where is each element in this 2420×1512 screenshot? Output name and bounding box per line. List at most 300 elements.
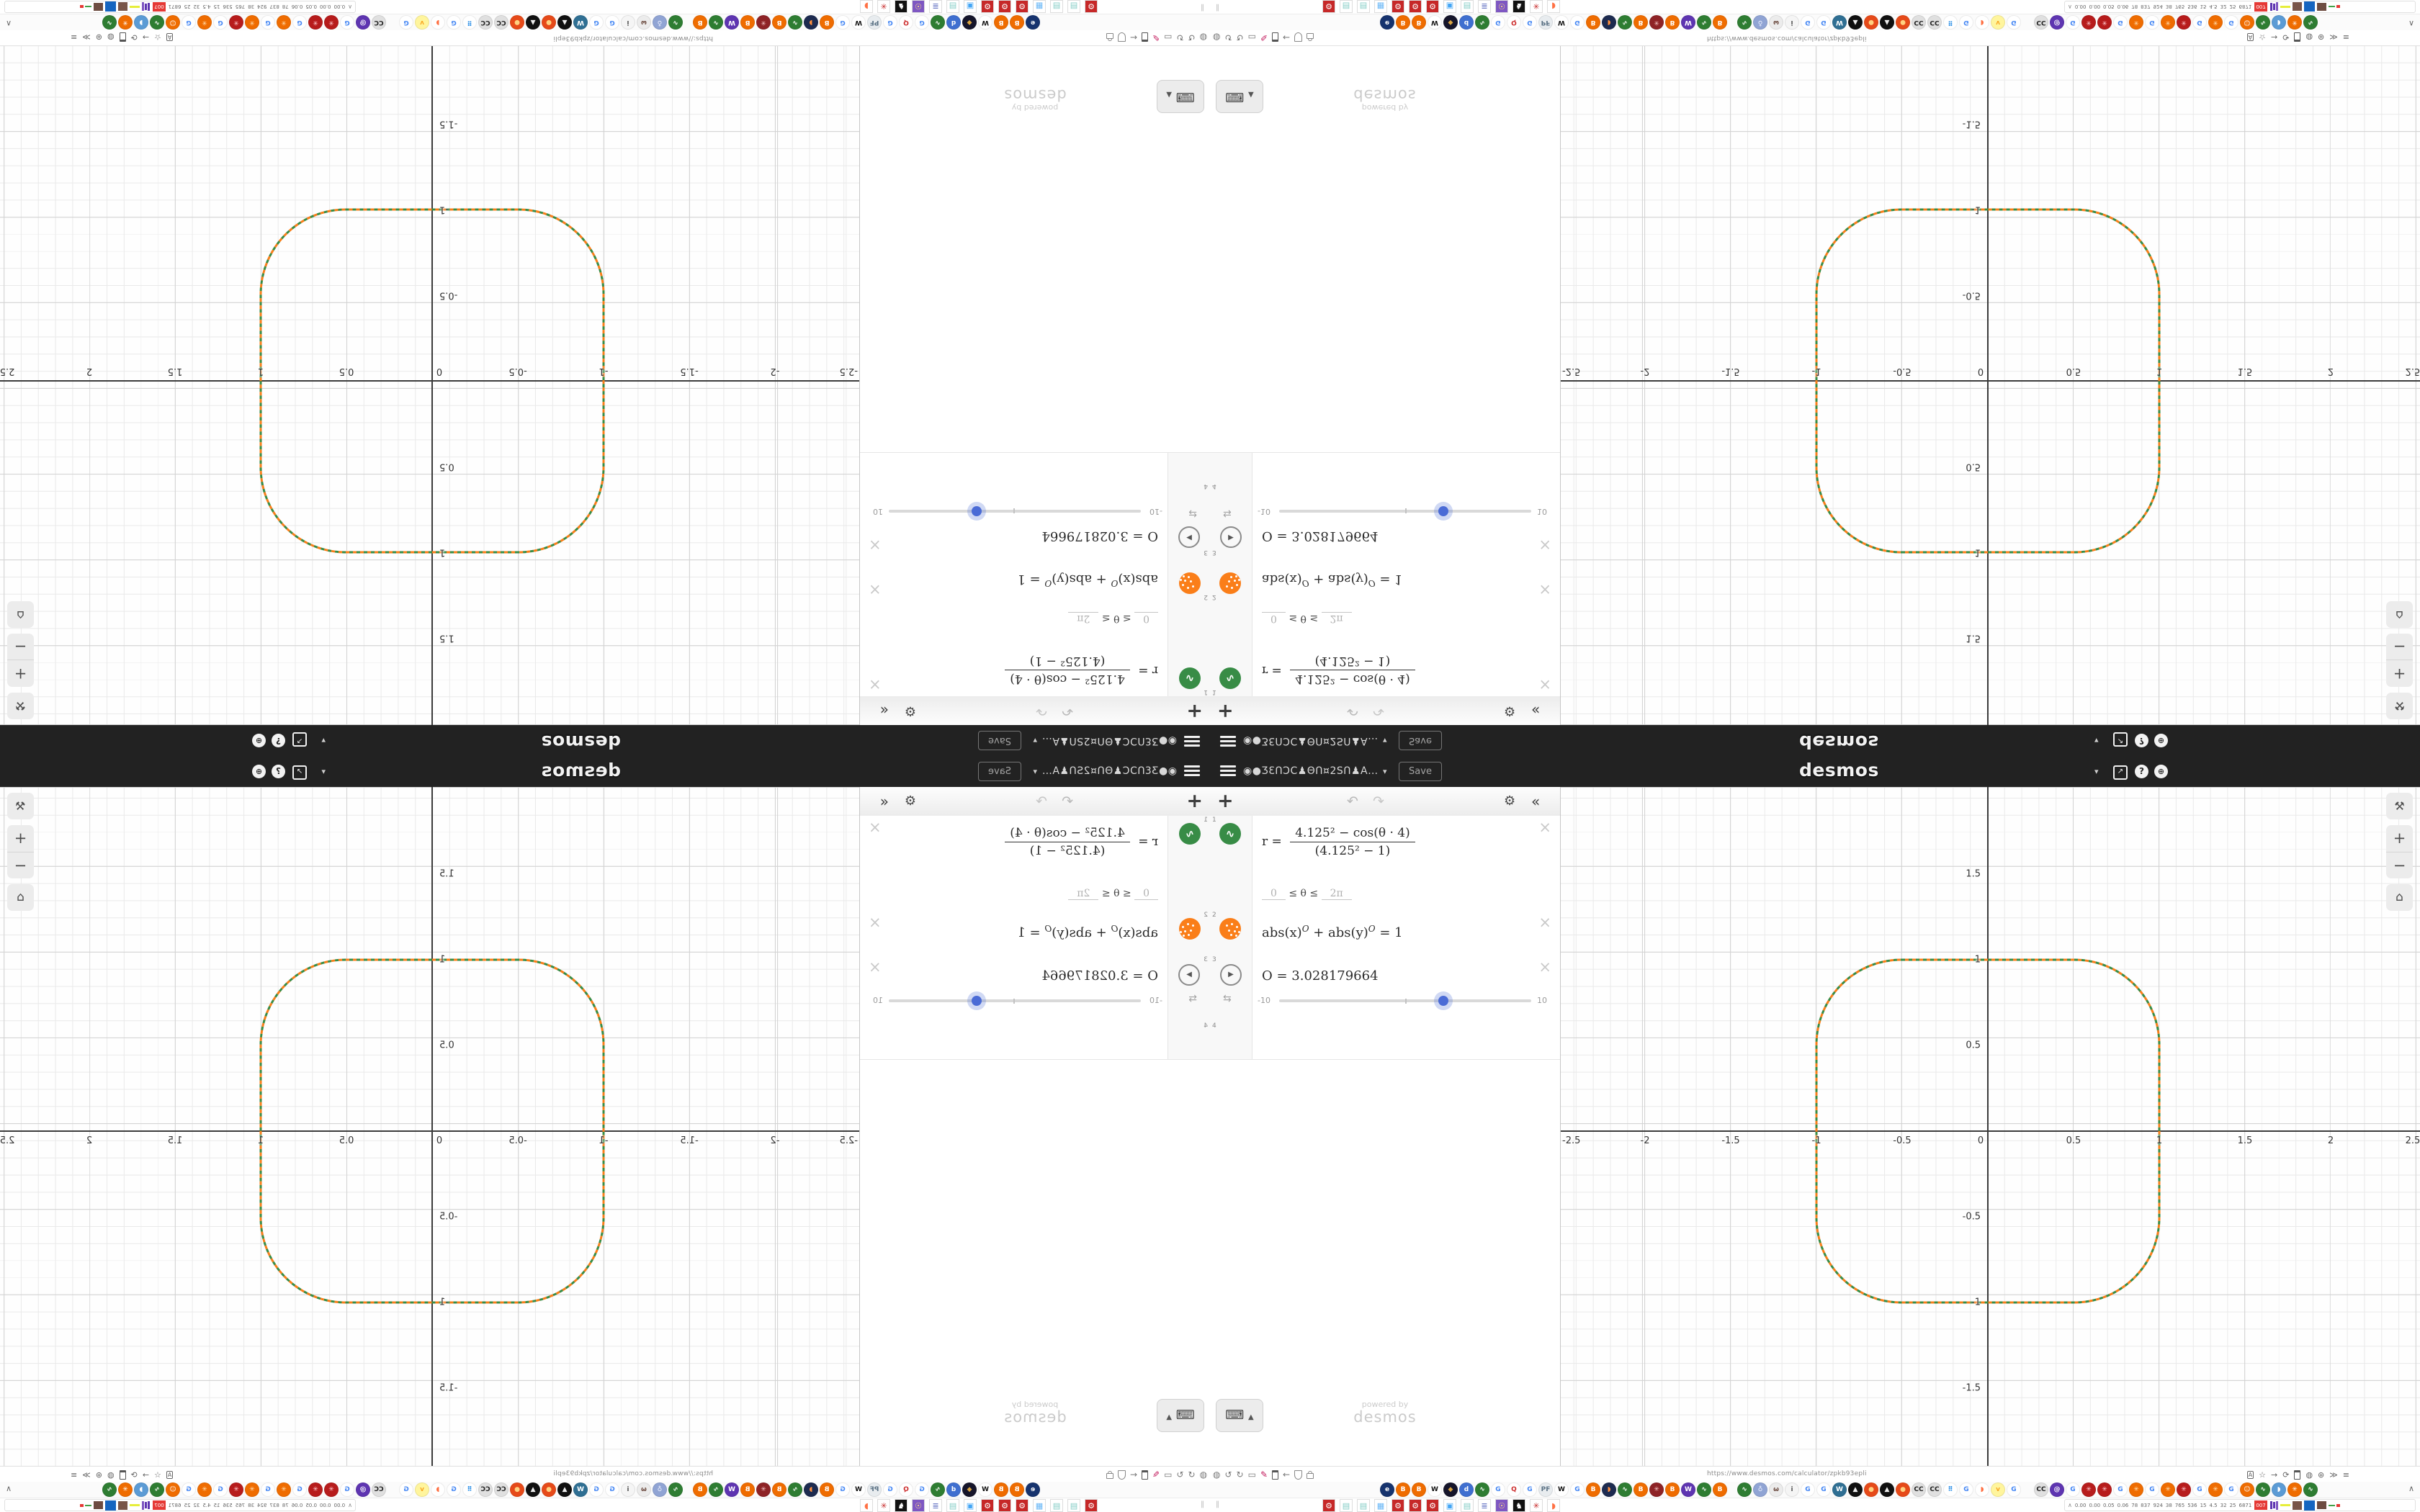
forward-icon[interactable]: ↻: [1236, 1470, 1244, 1480]
tab-favicon[interactable]: CC: [494, 1482, 508, 1497]
domain-restriction[interactable]: 0 ≤ θ ≤ 2π: [1262, 613, 1352, 624]
tab-favicon[interactable]: G: [915, 1482, 929, 1497]
tab-favicon[interactable]: W: [573, 1482, 588, 1497]
graph-canvas[interactable]: [1561, 46, 2420, 725]
close-icon[interactable]: ×: [869, 819, 882, 836]
pen-icon[interactable]: ✎: [1152, 32, 1160, 42]
graph-settings-wrench-icon[interactable]: ⚒: [2386, 793, 2413, 819]
arrow-icon[interactable]: →: [142, 1470, 149, 1480]
tab-favicon[interactable]: ●: [510, 1482, 524, 1497]
tab-scroll-caret-icon[interactable]: ∧: [2408, 1484, 2414, 1493]
overflow-icon[interactable]: ≫: [82, 1470, 91, 1480]
tab-favicon[interactable]: W: [1832, 15, 1847, 30]
tab-favicon[interactable]: G: [292, 1482, 307, 1497]
tab-favicon[interactable]: ✳: [324, 1482, 339, 1497]
tab-favicon[interactable]: ∿: [668, 15, 683, 30]
tab-favicon[interactable]: B: [1412, 15, 1426, 30]
domain-max-input[interactable]: 2π: [1322, 612, 1352, 624]
bookmark-icon[interactable]: ☉: [912, 0, 925, 13]
expression-row-3[interactable]: [1210, 490, 1560, 557]
tab-favicon[interactable]: ◗: [431, 1482, 445, 1497]
title-caret-icon[interactable]: ▾: [1383, 767, 1387, 776]
tab-favicon[interactable]: [684, 1482, 691, 1497]
tab-favicon[interactable]: G: [340, 1482, 354, 1497]
bookmark-icon[interactable]: ⚙: [1426, 1499, 1439, 1512]
zoom-out-button[interactable]: −: [14, 638, 27, 655]
bookmark-icon[interactable]: ▦: [1374, 0, 1387, 13]
tab-favicon[interactable]: G: [1801, 15, 1815, 30]
implicit-curve-path[interactable]: [261, 960, 604, 1302]
url-bar[interactable]: https://www.desmos.com/calculator/zpkb93epli: [1707, 35, 1867, 42]
tab-favicon[interactable]: ▲: [557, 1482, 572, 1497]
tab-favicon[interactable]: ∿: [1737, 15, 1752, 30]
bookmark-icon[interactable]: ▦: [1033, 0, 1046, 13]
tab-favicon[interactable]: B: [772, 15, 786, 30]
close-icon[interactable]: ×: [869, 536, 882, 554]
tab-favicon[interactable]: G: [835, 15, 850, 30]
tab-favicon[interactable]: ◗: [1602, 1482, 1616, 1497]
tab-favicon[interactable]: ●: [1864, 1482, 1878, 1497]
forward-icon[interactable]: ↻: [1236, 32, 1244, 42]
tab-favicon[interactable]: ●: [1896, 15, 1910, 30]
bookmark-icon[interactable]: ≣: [929, 1499, 942, 1512]
tab-favicon[interactable]: G: [835, 1482, 850, 1497]
domain-min-input[interactable]: 0: [1134, 888, 1158, 900]
bookmark-icon[interactable]: ⚙: [1426, 0, 1439, 13]
translate-icon[interactable]: A: [2248, 34, 2253, 41]
tab-favicon[interactable]: B: [1665, 1482, 1680, 1497]
bookmark-icon[interactable]: ▤: [1050, 0, 1063, 13]
tab-favicon[interactable]: ♁: [1753, 1482, 1767, 1497]
tab-scroll-caret-icon[interactable]: ∧: [2408, 19, 2414, 28]
slider-track[interactable]: [889, 999, 1141, 1002]
shield-icon[interactable]: [1118, 1470, 1126, 1480]
tab-scroll-caret-icon[interactable]: ∧: [6, 19, 12, 28]
tab-favicon[interactable]: ✳: [245, 15, 259, 30]
tab-favicon[interactable]: G: [2224, 15, 2238, 30]
undo-icon[interactable]: ↶: [1062, 793, 1073, 809]
graph-settings-wrench-icon[interactable]: ⚒: [7, 693, 34, 719]
collapse-panel-icon[interactable]: «: [1531, 702, 1541, 719]
implicit-curve-path[interactable]: [1816, 210, 2159, 552]
tab-favicon[interactable]: W: [1554, 1482, 1569, 1497]
thumb-icon[interactable]: ⊛: [2318, 32, 2325, 42]
bookmark-icon[interactable]: ✳: [877, 0, 890, 13]
translate-icon[interactable]: A: [167, 34, 172, 41]
tab-favicon[interactable]: B: [1010, 15, 1024, 30]
tab-favicon[interactable]: ✳: [2287, 1482, 2302, 1497]
tab-favicon[interactable]: ⠿: [462, 1482, 477, 1497]
equation-polar[interactable]: r = 4.125² − cos(θ · 4) (4.125² − 1): [1005, 654, 1158, 686]
bookmark-icon[interactable]: ▤: [946, 1499, 959, 1512]
tab-favicon[interactable]: CC: [494, 15, 508, 30]
tab-favicon[interactable]: ∿: [1618, 1482, 1632, 1497]
trash-icon[interactable]: [2294, 1470, 2300, 1480]
tab-favicon[interactable]: ∿: [2256, 15, 2270, 30]
close-icon[interactable]: ×: [1538, 958, 1551, 976]
thumb-icon[interactable]: ⊛: [95, 32, 102, 42]
tab-favicon[interactable]: CC: [372, 15, 386, 30]
bookmark-icon[interactable]: ⚙: [1322, 0, 1335, 13]
polar-curve-color-icon[interactable]: ∿: [1179, 823, 1201, 845]
tab-favicon[interactable]: ▲: [1880, 1482, 1894, 1497]
row2-gutter[interactable]: [1210, 557, 1252, 601]
tab-favicon[interactable]: G: [1523, 1482, 1537, 1497]
edit-list-gear-icon[interactable]: ⚙: [1504, 793, 1516, 809]
equation-superellipse[interactable]: $abs(x)^O + abs(y)^O = 1$: [1262, 572, 1403, 588]
tab-favicon[interactable]: ∿: [709, 1482, 723, 1497]
tab-favicon[interactable]: ∿: [668, 1482, 683, 1497]
graph-title[interactable]: ◉●ƷƐՈƆC♟ΘՈ¤2SՈ♟A…: [1041, 765, 1177, 777]
tab-favicon[interactable]: ◗: [1975, 15, 1989, 30]
expression-row-4-empty[interactable]: [860, 452, 1210, 490]
pen-icon[interactable]: ✎: [1260, 1470, 1268, 1480]
bookmark-icon[interactable]: ✳: [1530, 0, 1543, 13]
tab-favicon[interactable]: ●: [542, 1482, 556, 1497]
forward-icon[interactable]: ↻: [1176, 1470, 1184, 1480]
tab-favicon[interactable]: ◗: [1975, 1482, 1989, 1497]
tab-favicon[interactable]: ✳: [277, 1482, 291, 1497]
bookmark-star-icon[interactable]: ☆: [2259, 1470, 2266, 1480]
account-caret-icon[interactable]: ▾: [2094, 736, 2099, 745]
tab-favicon[interactable]: [387, 1482, 398, 1497]
slider-loop-icon[interactable]: ⇆: [1223, 508, 1232, 519]
zoom-out-button[interactable]: −: [2393, 857, 2406, 874]
bookmark-icon[interactable]: ▣: [1443, 1499, 1456, 1512]
collapse-panel-icon[interactable]: «: [879, 702, 889, 719]
bookmark-star-icon[interactable]: ☆: [2259, 32, 2266, 42]
tab-favicon[interactable]: G: [605, 15, 619, 30]
help-icon[interactable]: ?: [272, 734, 285, 747]
tab-favicon[interactable]: ✳: [2081, 1482, 2096, 1497]
tab-favicon[interactable]: W: [851, 15, 866, 30]
tab-favicon[interactable]: ✳: [229, 15, 243, 30]
slider-min-label[interactable]: -10: [1258, 507, 1270, 516]
tab-favicon[interactable]: G: [2007, 1482, 2021, 1497]
bookmark-icon[interactable]: ☉: [1495, 1499, 1508, 1512]
close-icon[interactable]: ×: [869, 581, 882, 598]
undo-icon[interactable]: ↶: [1062, 703, 1073, 719]
tab-favicon[interactable]: ◆: [1443, 1482, 1458, 1497]
account-caret-icon[interactable]: ▾: [321, 736, 326, 745]
bookmark-icon[interactable]: ☉: [912, 1499, 925, 1512]
keyboard-toggle-button[interactable]: ⌨ ▲: [1216, 80, 1263, 113]
tab-favicon[interactable]: ◗: [804, 15, 818, 30]
polar-curve-path[interactable]: [261, 210, 604, 552]
tab-favicon[interactable]: CC: [1927, 1482, 1942, 1497]
tab-favicon[interactable]: ✳: [245, 1482, 259, 1497]
tab-favicon[interactable]: W: [1681, 1482, 1695, 1497]
tab-favicon[interactable]: @: [2050, 15, 2064, 30]
thumb-icon[interactable]: ⊛: [95, 1470, 102, 1480]
tab-favicon[interactable]: ✳: [2097, 15, 2112, 30]
tab-favicon[interactable]: ✳: [308, 15, 323, 30]
tab-favicon[interactable]: G: [182, 1482, 196, 1497]
bookmark-icon[interactable]: ⚙: [1392, 1499, 1404, 1512]
tab-favicon[interactable]: ∿: [788, 1482, 802, 1497]
help-icon[interactable]: ?: [272, 765, 285, 778]
tab-favicon[interactable]: ✳: [2097, 1482, 2112, 1497]
tab-favicon[interactable]: ✳: [197, 1482, 212, 1497]
bookmark-icon[interactable]: ▦: [1033, 1499, 1046, 1512]
back-icon[interactable]: ↺: [1224, 1470, 1232, 1480]
slider-equation[interactable]: O = 3.028179664: [1041, 968, 1158, 984]
extensions-globe-icon[interactable]: ◍: [2305, 1470, 2313, 1480]
redo-icon[interactable]: ↷: [1373, 703, 1384, 719]
tab-favicon[interactable]: B: [1713, 15, 1727, 30]
tab-favicon[interactable]: i: [621, 15, 635, 30]
equation-polar[interactable]: r = $\frac{\text{4.125² − cos(θ · 4)}}{\text{(4.125² − 1)}}$: [1005, 826, 1158, 858]
slider-equation[interactable]: O = 3.028179664: [1262, 968, 1379, 984]
url-bar[interactable]: https://www.desmos.com/calculator/zpkb93epli: [553, 35, 713, 42]
tab-favicon[interactable]: ▲: [1848, 15, 1863, 30]
trash-icon[interactable]: [2294, 33, 2300, 42]
tab-favicon[interactable]: CC: [1912, 1482, 1926, 1497]
zoom-in-button[interactable]: +: [7, 825, 34, 852]
tab-favicon[interactable]: G: [182, 15, 196, 30]
folder-icon[interactable]: ▭: [1247, 32, 1256, 42]
redo-icon[interactable]: ↷: [1036, 703, 1047, 719]
graph-canvas[interactable]: [0, 787, 859, 1466]
tab-favicon[interactable]: W: [851, 1482, 866, 1497]
tab-favicon[interactable]: G: [2066, 1482, 2080, 1497]
tab-favicon[interactable]: W: [725, 1482, 739, 1497]
domain-min-input[interactable]: 0: [1134, 612, 1158, 624]
tab-favicon[interactable]: i: [1785, 15, 1799, 30]
domain-min-input[interactable]: 0: [1262, 612, 1286, 624]
expression-row-3[interactable]: [860, 490, 1210, 557]
trash-icon[interactable]: [1272, 1470, 1278, 1480]
bookmark-icon[interactable]: ⚙: [1085, 1499, 1098, 1512]
tab-favicon[interactable]: G: [1816, 15, 1831, 30]
trash-icon[interactable]: [120, 33, 126, 42]
graph-title[interactable]: ◉●ƷƐՈƆC♟ΘՈ¤2SՈ♟A…: [1243, 765, 1379, 777]
thumb-icon[interactable]: ⊛: [2318, 1470, 2325, 1480]
slider-min-label[interactable]: -10: [1150, 996, 1162, 1005]
tab-favicon[interactable]: CC: [1912, 15, 1926, 30]
zoom-in-button[interactable]: +: [2386, 825, 2413, 852]
globe-icon[interactable]: ◍: [1213, 32, 1221, 42]
tab-favicon[interactable]: ✳: [2129, 1482, 2143, 1497]
tab-favicon[interactable]: @: [356, 1482, 370, 1497]
polar-curve-color-icon[interactable]: ∿: [1219, 823, 1241, 845]
menu-icon[interactable]: [1184, 735, 1200, 747]
tab-favicon[interactable]: G: [261, 15, 275, 30]
row3-gutter[interactable]: [1168, 490, 1210, 557]
graph-settings-wrench-icon[interactable]: ⚒: [2386, 693, 2413, 719]
tab-favicon[interactable]: G: [589, 15, 604, 30]
bookmark-icon[interactable]: ⚙: [998, 1499, 1011, 1512]
tab-favicon[interactable]: G: [1959, 1482, 1973, 1497]
pen-icon[interactable]: ✎: [1260, 32, 1268, 42]
undo-icon[interactable]: ↶: [1347, 703, 1358, 719]
default-zoom-home-button[interactable]: ⌂: [7, 884, 34, 911]
tab-favicon[interactable]: i: [1785, 1482, 1799, 1497]
tab-favicon[interactable]: ▲: [526, 1482, 540, 1497]
arrow-icon[interactable]: →: [2271, 1470, 2278, 1480]
tab-favicon[interactable]: G: [292, 15, 307, 30]
tab-favicon[interactable]: G: [2145, 1482, 2159, 1497]
tab-favicon[interactable]: G: [1816, 1482, 1831, 1497]
tab-favicon[interactable]: d: [1459, 1482, 1474, 1497]
tab-favicon[interactable]: G: [447, 1482, 461, 1497]
bookmark-icon[interactable]: ◗: [860, 0, 873, 13]
save-button[interactable]: Save: [978, 731, 1021, 750]
reload-icon[interactable]: ⟳: [130, 32, 138, 42]
expression-row-2[interactable]: [1210, 556, 1560, 601]
close-icon[interactable]: ×: [1538, 536, 1551, 554]
edit-list-gear-icon[interactable]: ⚙: [904, 703, 916, 719]
tab-favicon[interactable]: v: [415, 15, 429, 30]
equation-superellipse[interactable]: $abs(x)^O + abs(y)^O = 1$: [1017, 572, 1158, 588]
tab-favicon[interactable]: W: [978, 15, 992, 30]
tab-favicon[interactable]: ω: [1769, 15, 1783, 30]
slider-max-label[interactable]: 10: [1537, 507, 1547, 516]
language-globe-icon[interactable]: ⊕: [2154, 734, 2168, 747]
bookmark-icon[interactable]: ⚙: [1409, 1499, 1422, 1512]
bookmark-icon[interactable]: ⚙: [1016, 0, 1028, 13]
translate-icon[interactable]: A: [2248, 1471, 2253, 1478]
tab-favicon[interactable]: G: [2192, 1482, 2207, 1497]
reload-icon[interactable]: ⟳: [2282, 1470, 2290, 1480]
tab-favicon[interactable]: ♁: [1753, 15, 1767, 30]
menu-icon[interactable]: [1184, 765, 1200, 777]
tab-favicon[interactable]: Q: [899, 15, 913, 30]
tab-favicon[interactable]: ✳: [308, 1482, 323, 1497]
slider-loop-icon[interactable]: ⇆: [1223, 993, 1232, 1004]
tab-favicon[interactable]: e: [1380, 15, 1394, 30]
close-icon[interactable]: ×: [869, 676, 882, 693]
bookmark-icon[interactable]: ▤: [1340, 0, 1353, 13]
zoom-out-button[interactable]: −: [14, 857, 27, 874]
bookmark-icon[interactable]: ♞: [1512, 1499, 1525, 1512]
title-caret-icon[interactable]: ▾: [1033, 767, 1037, 776]
tab-favicon[interactable]: ∿: [1475, 1482, 1489, 1497]
tab-favicon[interactable]: v: [1991, 1482, 2005, 1497]
tab-favicon[interactable]: ✳: [2177, 1482, 2191, 1497]
tab-favicon[interactable]: [684, 15, 691, 30]
tab-favicon[interactable]: ●: [1864, 15, 1878, 30]
tab-favicon[interactable]: G: [2113, 15, 2128, 30]
save-button[interactable]: Save: [978, 762, 1021, 781]
expression-row-4-empty[interactable]: [860, 1022, 1210, 1060]
domain-restriction[interactable]: 0 ≤ θ ≤ 2π: [1068, 613, 1158, 624]
trash-icon[interactable]: [1142, 1470, 1148, 1480]
domain-max-input[interactable]: 2π: [1068, 888, 1098, 900]
tab-favicon[interactable]: Q: [1507, 1482, 1521, 1497]
tab-favicon[interactable]: ✳: [197, 15, 212, 30]
tab-favicon[interactable]: W: [978, 1482, 992, 1497]
back-icon[interactable]: ↺: [1188, 32, 1196, 42]
edit-list-gear-icon[interactable]: ⚙: [904, 793, 916, 809]
tab-favicon[interactable]: ✳: [1649, 1482, 1664, 1497]
tab-favicon[interactable]: ✳: [2287, 15, 2302, 30]
title-caret-icon[interactable]: ▾: [1033, 736, 1037, 745]
bookmark-icon[interactable]: ⚙: [1322, 1499, 1335, 1512]
tab-favicon[interactable]: B: [994, 1482, 1008, 1497]
polar-curve-path[interactable]: [261, 960, 604, 1302]
tab-favicon[interactable]: ω: [637, 1482, 651, 1497]
bookmark-icon[interactable]: ☉: [1495, 0, 1508, 13]
tab-favicon[interactable]: ◗: [2272, 15, 2286, 30]
tab-favicon[interactable]: ●: [510, 15, 524, 30]
save-button[interactable]: Save: [1399, 731, 1442, 750]
tab-favicon[interactable]: ◗: [134, 15, 148, 30]
bookmark-icon[interactable]: ▣: [964, 1499, 977, 1512]
tab-favicon[interactable]: [1729, 15, 1736, 30]
back-icon[interactable]: ↺: [1224, 32, 1232, 42]
browser-menu-icon[interactable]: ≡: [71, 32, 78, 42]
keyboard-toggle-button[interactable]: ⌨ ▲: [1157, 1399, 1204, 1432]
row2-gutter[interactable]: [1168, 557, 1210, 601]
tab-favicon[interactable]: ◗: [804, 1482, 818, 1497]
extensions-globe-icon[interactable]: ◍: [107, 1470, 115, 1480]
folder-icon[interactable]: ▭: [1247, 1470, 1256, 1480]
share-icon[interactable]: ↗: [2113, 732, 2128, 747]
tab-favicon[interactable]: ✳: [229, 1482, 243, 1497]
undo-icon[interactable]: ↶: [1347, 793, 1358, 809]
tab-favicon[interactable]: G: [1491, 1482, 1505, 1497]
tab-favicon[interactable]: ∿: [102, 15, 117, 30]
implicit-curve-path[interactable]: [261, 210, 604, 552]
shield-icon[interactable]: [1294, 33, 1302, 42]
bookmark-icon[interactable]: ⚙: [1409, 0, 1422, 13]
arrow-icon[interactable]: →: [142, 32, 149, 42]
tab-favicon[interactable]: Q: [1507, 15, 1521, 30]
play-slider-icon[interactable]: ▶: [1220, 964, 1242, 986]
tab-favicon[interactable]: i: [621, 1482, 635, 1497]
tab-favicon[interactable]: ∿: [2256, 1482, 2270, 1497]
bookmark-icon[interactable]: ▤: [1357, 1499, 1370, 1512]
tab-scroll-caret-icon[interactable]: ∧: [6, 1484, 12, 1493]
tab-favicon[interactable]: ⠿: [1943, 15, 1958, 30]
shield-icon[interactable]: [1118, 33, 1126, 42]
bookmark-icon[interactable]: ◗: [1547, 1499, 1560, 1512]
default-zoom-home-button[interactable]: ⌂: [2386, 884, 2413, 911]
tab-favicon[interactable]: W: [1554, 15, 1569, 30]
tab-favicon[interactable]: B: [693, 1482, 707, 1497]
expression-row-1[interactable]: [1210, 600, 1560, 696]
tab-favicon[interactable]: ∿: [2303, 15, 2318, 30]
graph-title[interactable]: ◉●ƷƐՈƆC♟ΘՈ¤2SՈ♟A…: [1041, 735, 1177, 747]
tab-favicon[interactable]: e: [1026, 15, 1040, 30]
tab-favicon[interactable]: G: [1570, 15, 1585, 30]
row1-gutter[interactable]: [1168, 816, 1210, 911]
tab-favicon[interactable]: ✳: [2208, 1482, 2223, 1497]
implicit-curve-color-icon[interactable]: [1219, 572, 1241, 594]
slider-min-label[interactable]: -10: [1150, 507, 1162, 516]
browser-menu-icon[interactable]: ≡: [71, 1470, 78, 1480]
bookmark-star-icon[interactable]: ☆: [154, 32, 161, 42]
close-icon[interactable]: ×: [1538, 676, 1551, 693]
zoom-in-button[interactable]: +: [2386, 660, 2413, 687]
reload-icon[interactable]: ⟳: [130, 1470, 138, 1480]
trash-icon[interactable]: [120, 1470, 126, 1480]
tab-favicon[interactable]: G: [1491, 15, 1505, 30]
tab-favicon[interactable]: ♁: [653, 15, 667, 30]
expression-row-1[interactable]: [1210, 816, 1560, 912]
tab-favicon[interactable]: ∿: [1618, 15, 1632, 30]
bookmark-icon[interactable]: ▤: [1461, 1499, 1474, 1512]
tab-favicon[interactable]: B: [1396, 15, 1410, 30]
tab-favicon[interactable]: v: [1991, 15, 2005, 30]
folder-icon[interactable]: ▭: [1164, 1470, 1173, 1480]
close-icon[interactable]: ×: [1538, 914, 1551, 931]
add-expression-button[interactable]: +: [1217, 790, 1234, 812]
tab-favicon[interactable]: PF: [867, 1482, 882, 1497]
tab-favicon[interactable]: ▲: [526, 15, 540, 30]
tab-favicon[interactable]: B: [820, 15, 834, 30]
